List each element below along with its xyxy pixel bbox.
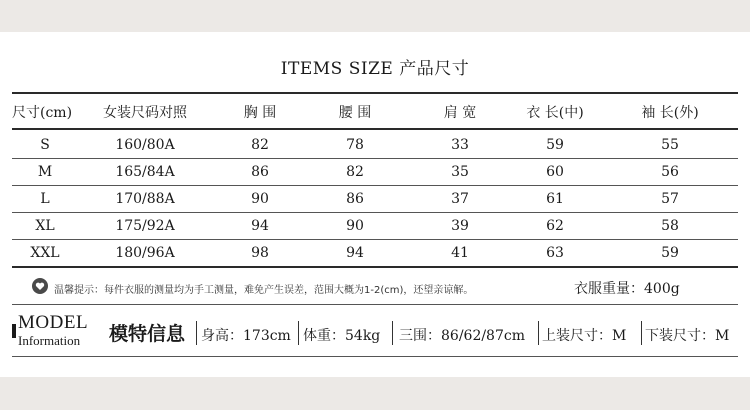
row-shoulder: 35 (451, 164, 469, 180)
row-length: 63 (546, 245, 564, 261)
row-length: 60 (546, 164, 564, 180)
header-rule (12, 128, 738, 130)
page-title: ITEMS SIZE 产品尺寸 (280, 59, 470, 79)
model-bottom-rule (12, 356, 738, 357)
divider (538, 321, 539, 345)
model-bottom-size: 下装尺寸：M (645, 328, 730, 344)
row-divider (12, 185, 738, 186)
table-bottom-rule (12, 266, 738, 268)
row-shoulder: 39 (451, 218, 469, 234)
row-size-ref: 180/96A (115, 245, 175, 261)
row-bust: 90 (251, 191, 269, 207)
model-top-size: 上装尺寸：M (542, 328, 627, 344)
header-size: 尺寸(cm) (12, 105, 73, 121)
row-shoulder: 41 (451, 245, 469, 261)
row-bust: 98 (251, 245, 269, 261)
model-weight: 体重：54kg (303, 328, 381, 344)
row-length: 59 (546, 137, 564, 153)
row-shoulder: 33 (451, 137, 469, 153)
header-sleeve: 袖 长(外) (641, 105, 699, 121)
divider (196, 321, 197, 345)
row-size-ref: 170/88A (115, 191, 175, 207)
row-sleeve: 56 (661, 164, 679, 180)
row-bust: 94 (251, 218, 269, 234)
garment-weight: 衣服重量：400g (574, 281, 680, 297)
row-waist: 82 (346, 164, 364, 180)
divider (641, 321, 642, 345)
row-divider (12, 158, 738, 159)
row-size-ref: 175/92A (115, 218, 175, 234)
row-size-ref: 160/80A (115, 137, 175, 153)
row-sleeve: 59 (661, 245, 679, 261)
row-length: 62 (546, 218, 564, 234)
row-size: L (40, 191, 50, 207)
row-waist: 78 (346, 137, 364, 153)
header-size-ref: 女装尺码对照 (103, 105, 187, 121)
divider (298, 321, 299, 345)
header-length: 衣 长(中) (526, 105, 584, 121)
header-bust: 胸 围 (243, 105, 277, 121)
row-shoulder: 37 (451, 191, 469, 207)
model-label-accent (12, 324, 16, 338)
heart-icon (32, 278, 48, 294)
model-label-en: MODEL (18, 312, 89, 333)
row-waist: 90 (346, 218, 364, 234)
row-divider (12, 239, 738, 240)
row-length: 61 (546, 191, 564, 207)
header-shoulder: 肩 宽 (443, 105, 477, 121)
row-bust: 82 (251, 137, 269, 153)
divider (392, 321, 393, 345)
row-divider (12, 212, 738, 213)
row-sleeve: 57 (661, 191, 679, 207)
model-height: 身高：173cm (201, 328, 291, 344)
row-size: S (40, 137, 50, 153)
row-sleeve: 55 (661, 137, 679, 153)
measurement-note: 温馨提示：每件衣服的测量均为手工测量，难免产生误差，范围大概为1-2(cm)，还望亲谅解。 (54, 285, 474, 296)
row-size: M (37, 164, 53, 180)
row-size: XXL (30, 245, 60, 261)
row-waist: 86 (346, 191, 364, 207)
row-size-ref: 165/84A (115, 164, 175, 180)
header-waist: 腰 围 (338, 105, 372, 121)
row-waist: 94 (346, 245, 364, 261)
size-chart-sheet (0, 32, 750, 377)
model-top-rule (12, 304, 738, 305)
table-top-rule (12, 92, 738, 94)
model-measurements: 三围：86/62/87cm (399, 328, 525, 344)
row-sleeve: 58 (661, 218, 679, 234)
information-label-en: Information (18, 333, 81, 348)
model-label-cn: 模特信息 (109, 323, 186, 345)
row-bust: 86 (251, 164, 269, 180)
row-size: XL (35, 218, 55, 234)
